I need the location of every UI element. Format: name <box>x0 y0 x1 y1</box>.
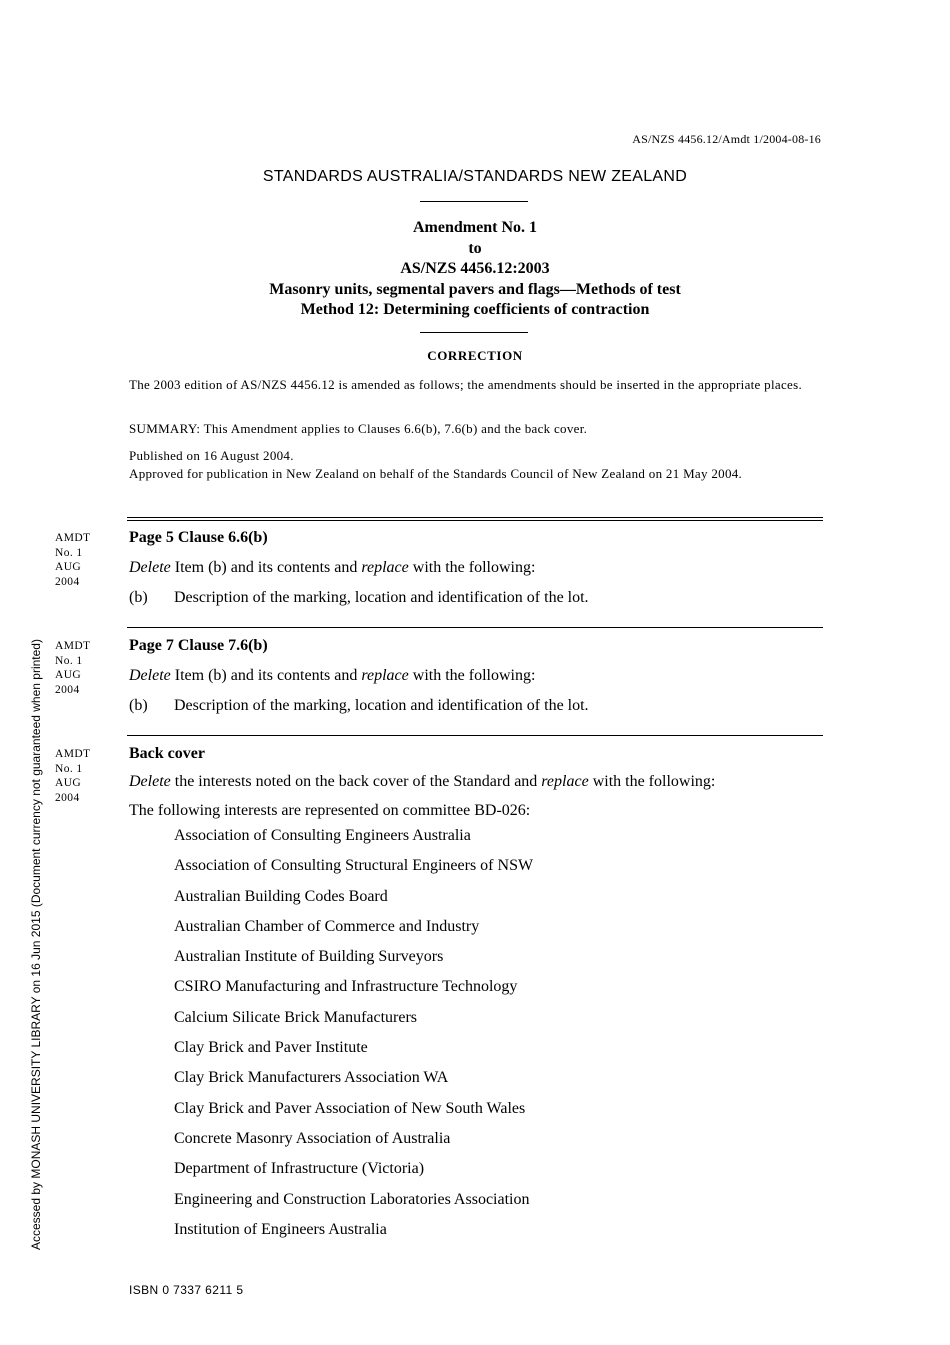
summary-paragraph: SUMMARY: This Amendment applies to Clauses 6.6(b), 7.6(b) and the back cover. <box>129 421 588 436</box>
title-line-standard: AS/NZS 4456.12:2003 <box>400 260 550 277</box>
title-line-subject: Masonry units, segmental pavers and flags—Methods of test <box>269 280 681 298</box>
replace-word: replace <box>361 559 409 576</box>
amendment-margin-note <box>55 639 90 697</box>
margin-amdt: AMDT <box>55 748 91 760</box>
published-paragraph: Published on 16 August 2004. <box>129 448 294 463</box>
instruction-end: with the following: <box>408 559 536 576</box>
amendment-instruction <box>129 773 715 791</box>
replace-word: replace <box>541 773 589 790</box>
margin-number: No. 1 <box>55 762 83 775</box>
replace-word: replace <box>361 667 409 684</box>
margin-month: AUG <box>55 561 82 573</box>
margin-month: AUG <box>55 777 82 789</box>
committee-intro: The following interests are represented on committee BD-026: <box>129 802 531 819</box>
amendment-heading: Page 7 Clause 7.6(b) <box>129 637 268 654</box>
instruction-text: the interests noted on the back cover of the Standard and <box>170 773 542 790</box>
list-item: Department of Infrastructure (Victoria) <box>174 1160 425 1178</box>
divider <box>127 735 823 736</box>
instruction-text: Item (b) and its contents and <box>170 667 362 684</box>
title-line-to: to <box>468 239 482 257</box>
list-item: Clay Brick and Paver Institute <box>174 1039 368 1057</box>
divider <box>420 201 528 202</box>
instruction-text: Item (b) and its contents and <box>170 559 362 576</box>
margin-month: AUG <box>55 669 82 681</box>
divider <box>127 627 823 628</box>
amendment-margin-note <box>55 747 90 805</box>
list-item: Australian Building Codes Board <box>174 887 388 905</box>
amendment-heading: Back cover <box>129 745 205 762</box>
list-item: Australian Institute of Building Surveyors <box>174 948 444 966</box>
amendment-instruction <box>129 667 535 685</box>
list-item: Engineering and Construction Laboratories Association <box>174 1190 530 1208</box>
delete-word: Delete <box>129 559 171 576</box>
list-item: Clay Brick and Paver Association of New South Wales <box>174 1099 526 1117</box>
instruction-end: with the following: <box>588 773 716 790</box>
list-item: Institution of Engineers Australia <box>174 1220 387 1238</box>
amendment-instruction <box>129 559 535 577</box>
interests-list <box>174 825 533 1249</box>
edition-paragraph: The 2003 edition of AS/NZS 4456.12 is amended as follows; the amendments should be inserted in the appropriate places. <box>129 377 802 392</box>
correction-label: CORRECTION <box>427 348 523 363</box>
list-item: Concrete Masonry Association of Australia <box>174 1129 451 1147</box>
organization-title: STANDARDS AUSTRALIA/STANDARDS NEW ZEALAND <box>262 168 688 185</box>
item-text: Description of the marking, location and identification of the lot. <box>174 589 589 606</box>
margin-number: No. 1 <box>55 546 83 559</box>
item-label: (b) <box>129 589 148 606</box>
item-text: Description of the marking, location and identification of the lot. <box>174 697 589 714</box>
instruction-end: with the following: <box>408 667 536 684</box>
list-item: Association of Consulting Engineers Australia <box>174 827 471 844</box>
document-reference: AS/NZS 4456.12/Amdt 1/2004-08-16 <box>632 132 821 146</box>
amendment-title <box>0 218 950 321</box>
list-item: Association of Consulting Structural Engineers of NSW <box>174 857 534 875</box>
amendment-margin-note <box>55 531 90 589</box>
list-item: Calcium Silicate Brick Manufacturers <box>174 1008 418 1026</box>
margin-year: 2004 <box>55 791 80 804</box>
double-divider <box>127 517 823 521</box>
isbn: ISBN 0 7337 6211 5 <box>129 1283 244 1297</box>
list-item: CSIRO Manufacturing and Infrastructure Technology <box>174 978 518 996</box>
amendment-heading: Page 5 Clause 6.6(b) <box>129 529 268 546</box>
delete-word: Delete <box>129 773 171 790</box>
margin-amdt: AMDT <box>55 532 91 544</box>
list-item: Clay Brick Manufacturers Association WA <box>174 1069 449 1087</box>
margin-year: 2004 <box>55 575 80 588</box>
approved-paragraph: Approved for publication in New Zealand on behalf of the Standards Council of New Zealand on 21 May 2004. <box>129 466 743 481</box>
title-line-amendment: Amendment No. 1 <box>413 219 537 236</box>
item-label: (b) <box>129 697 148 714</box>
title-line-method: Method 12: Determining coefficients of contraction <box>300 301 650 318</box>
divider <box>420 332 528 333</box>
list-item: Australian Chamber of Commerce and Industry <box>174 917 480 935</box>
access-watermark: Accessed by MONASH UNIVERSITY LIBRARY on 16 Jun 2015 (Document currency not guaranteed when printed) <box>29 639 43 1250</box>
delete-word: Delete <box>129 667 171 684</box>
margin-amdt: AMDT <box>55 640 91 652</box>
margin-number: No. 1 <box>55 654 83 667</box>
margin-year: 2004 <box>55 683 80 696</box>
